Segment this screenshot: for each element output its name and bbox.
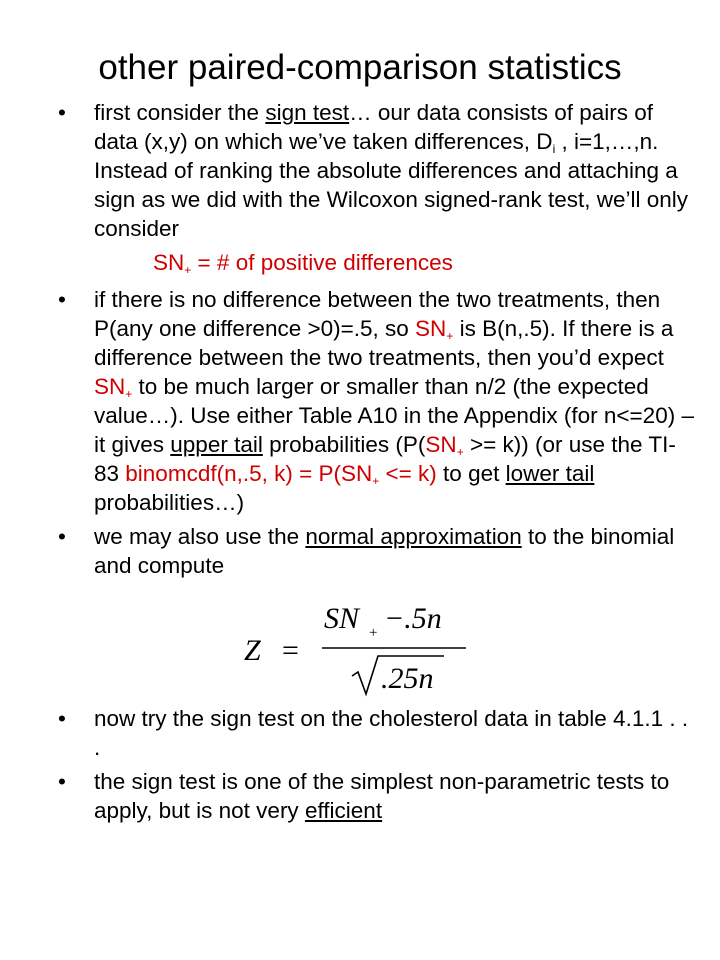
text-run: >= k)) (or use the TI-83 xyxy=(94,432,676,486)
bullet-try-cholesterol: • now try the sign test on the cholesterol data in table 4.1.1 . . . xyxy=(58,704,698,762)
lower-tail-term: lower tail xyxy=(505,461,595,486)
plus-subscript: + xyxy=(184,263,192,277)
normal-approximation-term: normal approximation xyxy=(305,524,522,549)
formula-equals: = xyxy=(282,634,299,667)
formula-denominator: .25n xyxy=(381,662,434,695)
text-run: we may also use the xyxy=(94,524,306,549)
text-run: to the binomial and compute xyxy=(94,524,675,578)
bullet-binomial xyxy=(58,285,698,517)
text-run: … our data consists of pairs of data (x,y) on which we’ve taken differences, D xyxy=(94,100,654,154)
efficient-term: efficient xyxy=(304,798,383,823)
subscript-i: i xyxy=(552,142,556,156)
text-run: is B(n,.5). If there is a difference between the two treatments, then you’d expect xyxy=(94,316,674,370)
definition-text: = # of positive differences xyxy=(191,250,453,275)
text-run: , i=1,…,n. Instead of ranking the absolute differences and attaching a sign as we did with the Wilcoxon signed-rank test, we’ll only consider xyxy=(94,129,689,241)
text-run: to get xyxy=(436,461,506,486)
sn-symbol: SN xyxy=(153,250,185,275)
sign-test-term: sign test xyxy=(265,100,350,125)
z-formula xyxy=(58,590,698,700)
bullet-list xyxy=(58,98,698,830)
z-formula-svg xyxy=(234,590,494,700)
sn-plus-ref: $SN_+$ xyxy=(415,316,454,343)
slide-title: other paired-comparison statistics xyxy=(98,48,622,87)
formula-z: Z xyxy=(244,634,261,667)
text-run: first consider the xyxy=(94,100,266,125)
text-run: probabilities (P( xyxy=(262,432,426,457)
text-run: to be much larger or smaller than n/2 (the expected value…). Use either Table A10 in the Appendix (for n<=20) – it gives xyxy=(94,374,694,457)
text-run: the sign test is one of the simplest non-parametric tests to apply, but is not very xyxy=(94,769,670,823)
formula-plus: + xyxy=(369,625,378,641)
sn-plus-ref: $SN_+$ xyxy=(94,374,133,401)
bullet-normal-approx xyxy=(58,522,698,580)
sn-plus-ref: $SN_+$ xyxy=(425,432,464,459)
bullet-sign-test-intro xyxy=(58,98,698,243)
upper-tail-term: upper tail xyxy=(170,432,263,457)
bullet-efficiency xyxy=(58,767,698,825)
sn-plus-definition xyxy=(153,248,698,277)
binomcdf-expression: binomcdf(n,.5, $k) = P(SN_+ <= k)$ xyxy=(125,461,437,488)
text-run: if there is no difference between the two treatments, then P(any one difference >0)=.5, so xyxy=(94,287,661,341)
text-run: probabilities…) xyxy=(94,490,245,515)
formula-sn: SN xyxy=(324,602,360,635)
formula-numerator-rest: −.5n xyxy=(384,602,442,635)
